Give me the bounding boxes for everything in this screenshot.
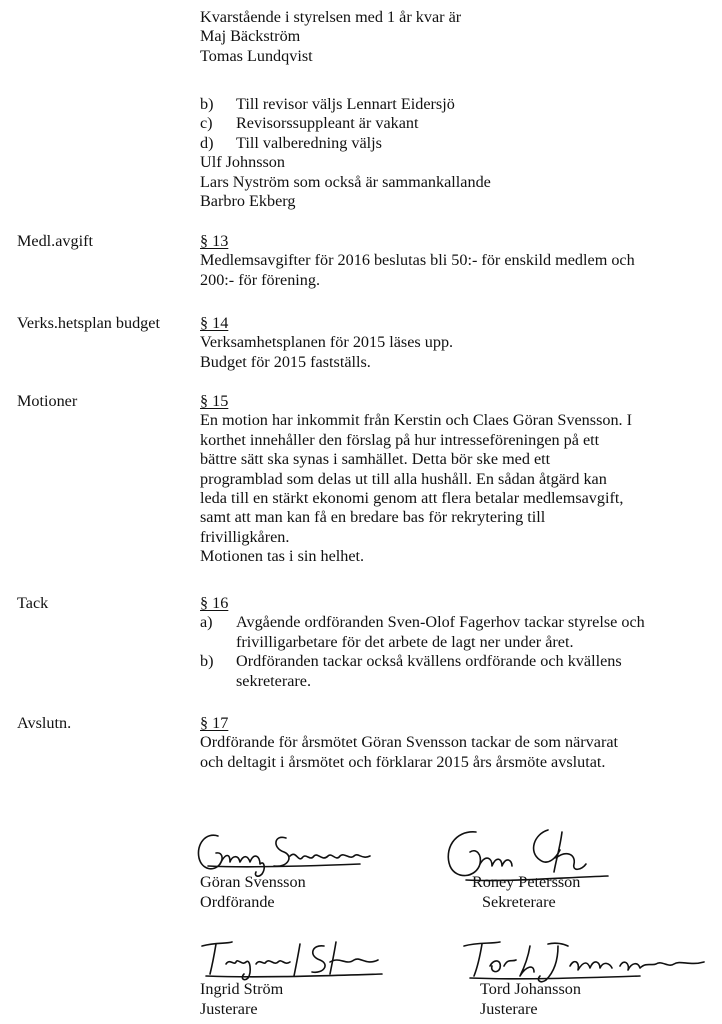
election-item-b [200, 95, 700, 114]
thanks-item-b [200, 652, 700, 691]
remaining-board-heading: Kvarstående i styrelsen med 1 år kvar är [200, 8, 462, 26]
nomination-member-name: Barbro Ekberg [200, 192, 296, 211]
section-15 [200, 392, 700, 567]
list-marker: a) [200, 613, 213, 632]
list-marker: b) [200, 652, 214, 671]
remaining-board-block [200, 8, 700, 66]
margin-label-thanks: Tack [17, 594, 49, 612]
election-item-c [200, 114, 700, 133]
section-text-line: leda till en stärkt ekonomi genom att flera betalar medlemsavgift, [200, 489, 624, 508]
signatory-name: Tord Johansson [480, 980, 581, 998]
election-text: Revisorssuppleant är vakant [236, 114, 419, 133]
section-text-line: och deltagit i årsmötet och förklarar 2015 års årsmöte avslutat. [200, 752, 606, 771]
section-number: § 13 [200, 232, 229, 250]
section-text-line: Budget för 2015 fastställs. [200, 352, 371, 371]
margin-label-closing: Avslutn. [17, 714, 72, 732]
section-text-line: Ordföranden tackar också kvällens ordförande och kvällens [236, 652, 622, 671]
list-marker: c) [200, 114, 213, 133]
section-text-line: Avgående ordföranden Sven-Olof Fagerhov tackar styrelse och [236, 613, 645, 632]
section-text-line: Medlemsavgifter för 2016 beslutas bli 50:- för enskild medlem och [200, 251, 635, 270]
elections-block [200, 95, 700, 211]
election-text: Till valberedning väljs [236, 133, 382, 152]
signatory-name: Ingrid Ström [200, 980, 284, 998]
section-text-line: frivilligkåren. [200, 527, 290, 546]
nomination-member-name: Ulf Johnsson [200, 153, 285, 172]
signatory-role: Justerare [200, 1000, 258, 1018]
section-13 [200, 232, 700, 290]
section-text-line: En motion har inkommit från Kerstin och Claes Göran Svensson. I [200, 411, 633, 430]
nomination-member-name: Lars Nyström som också är sammankallande [200, 172, 491, 191]
list-marker: d) [200, 133, 214, 152]
section-text-line: 200:- för förening. [200, 270, 321, 289]
signatory-role: Ordförande [200, 893, 275, 911]
margin-label-membership-fee: Medl.avgift [17, 232, 93, 250]
section-text-line: Verksamhetsplanen för 2015 läses upp. [200, 333, 454, 352]
election-item-d [200, 134, 700, 153]
signatory-name: Göran Svensson [200, 873, 306, 891]
board-member-name: Maj Bäckström [200, 27, 301, 46]
margin-label-budget: Verks.hetsplan budget [17, 314, 160, 332]
section-text-line: Ordförande för årsmötet Göran Svensson tackar de som närvarat [200, 733, 619, 752]
margin-label-motions: Motioner [17, 392, 78, 410]
section-text-line: sekreterare. [236, 671, 312, 690]
section-text-line: frivilligarbetare för det arbete de lagt ner under året. [236, 632, 574, 651]
thanks-item-a [200, 613, 700, 652]
section-text-line: korthet innehåller den förslag på hur intresseföreningen på ett [200, 430, 600, 449]
section-text-line: samt att man kan få en bredare bas för rekrytering till [200, 508, 546, 527]
section-number: § 16 [200, 594, 229, 612]
section-number: § 17 [200, 714, 229, 732]
signatory-role: Justerare [480, 1000, 538, 1018]
signatory-name: Roney Petersson [472, 873, 581, 891]
section-16 [200, 594, 700, 691]
section-17 [200, 714, 700, 772]
section-text-line: programblad som delas ut till alla hushåll. En sådan åtgärd kan [200, 469, 607, 488]
section-text-line: Motionen tas i sin helhet. [200, 547, 365, 566]
election-text: Till revisor väljs Lennart Eidersjö [236, 95, 455, 113]
signatory-role: Sekreterare [482, 893, 556, 911]
section-number: § 14 [200, 314, 229, 332]
section-text-line: bättre sätt ska synas i samhället. Detta bör ske med ett [200, 450, 551, 469]
list-marker: b) [200, 95, 214, 113]
board-member-name: Tomas Lundqvist [200, 46, 313, 65]
section-14 [200, 314, 700, 372]
section-number: § 15 [200, 392, 229, 410]
